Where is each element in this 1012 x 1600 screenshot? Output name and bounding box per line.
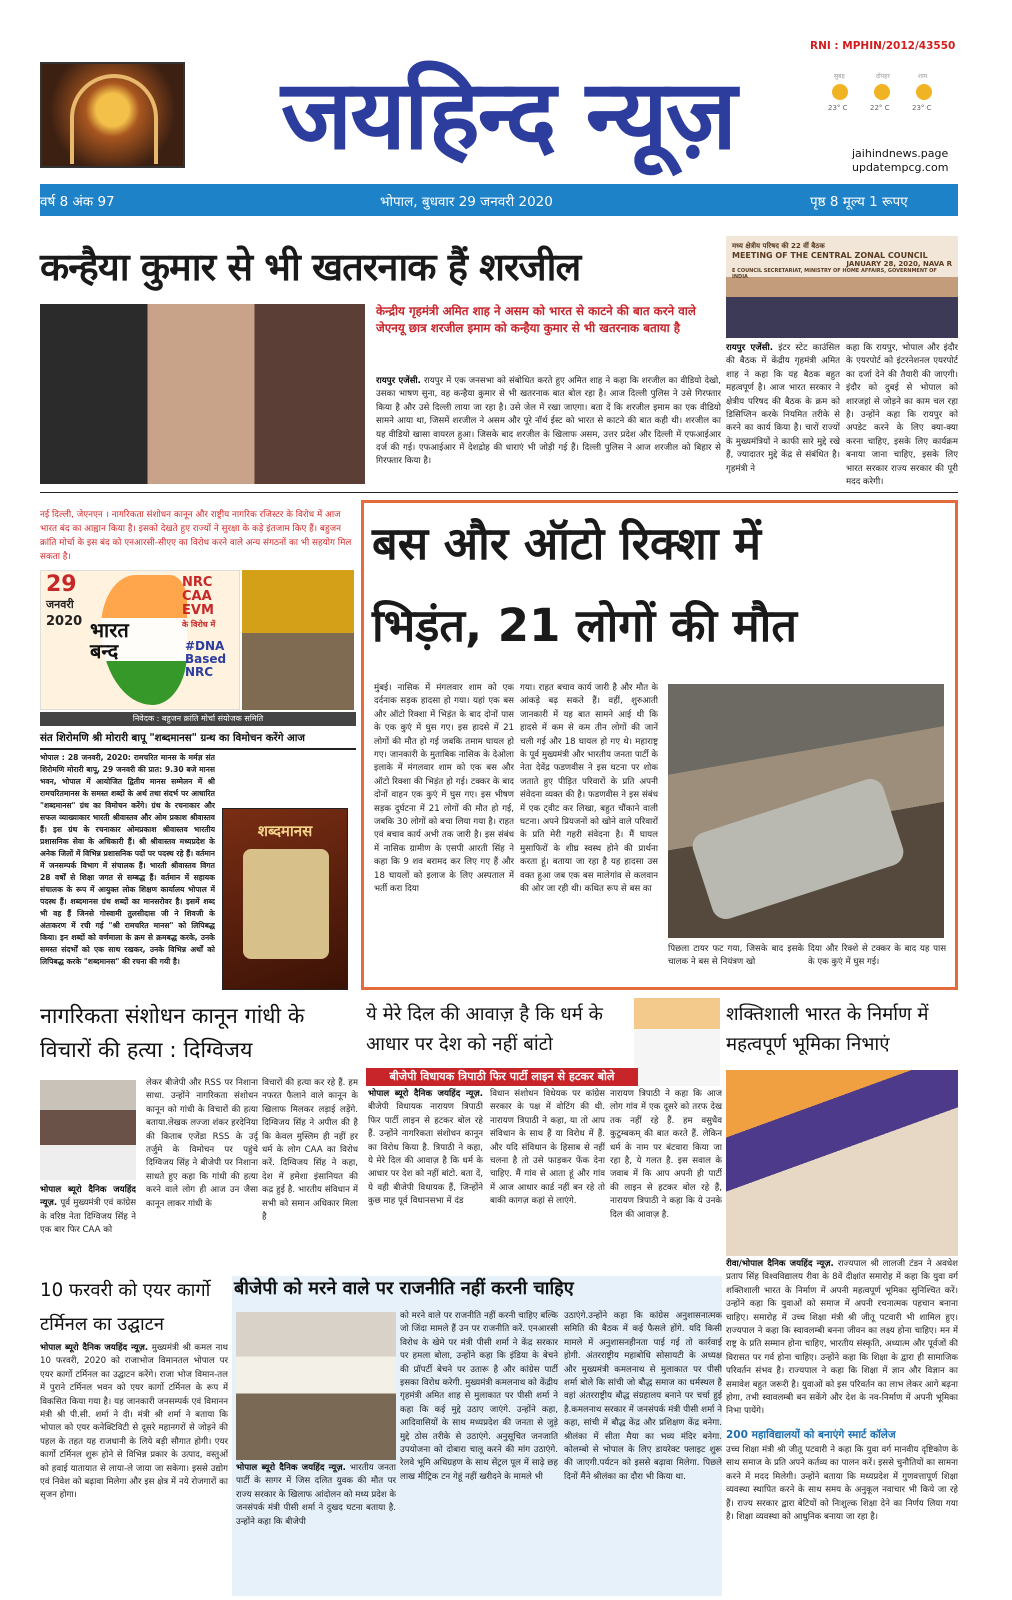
subhead-sharjeel: केन्द्रीय गृहमंत्री अमित शाह ने असम को भारत से काटने की बात करने वाले जेएनयू छात्र शरजील इमाम को कन्हैया कुमार से भी खतरनाक बताया है <box>376 304 696 335</box>
book-title: शब्दमानस <box>257 822 313 840</box>
article-body-zonal <box>726 342 840 490</box>
book-illustration <box>243 849 329 959</box>
article-text: इंटर स्टेट काउंसिल की बैठक में केंद्रीय गृहमंत्री अमित शाह ने कहा कि यह बैठक बहुत महत्वपूर्ण है। आज भारत सरकार ने क्षेत्रीय परिषद की बैठक के क्रम को डिसिप्लिन करके नियमित तरीके से करने का कार्य किया है। चारों राज्यों के मुख्यमंत्रियों ने काफी सारे मुद्दे रखे हैं, ज्यादातर मुद्दे केंद्र से संबंधित है। गृहमंत्री ने <box>726 343 840 474</box>
banner-line: मध्य क्षेत्रीय परिषद की 22 वीं बैठक <box>732 242 825 250</box>
article-dateline: रायपुर एजेंसी. <box>726 343 773 353</box>
article-text: मुख्यमंत्री श्री कमल नाथ 10 फरवरी, 2020 को राजाभोज विमानतल भोपाल पर एयर कार्गो टर्मिनल का उद्घाटन करेंगे। राजा भोज विमान-तल में पुराने टर्मिनल भवन को एयर कार्गो टर्मिनल के रूप में विकसित किया गया है। यह जानकारी जनसम्पर्क एवं विमानन मंत्री श्री पी.सी. शर्मा ने दी। मंत्री श्री शर्मा ने बताया कि भोपाल को एयर कनेक्टिविटी से दूसरे महानगरों से जोड़ने की पहल के तहत यह राजधानी के लिये बड़ी सौगात होगी। एयर कार्गो टर्मिनल शुरू होने से विभिन्न प्रकार के उत्पाद, वस्तुओं को हवाई यातायात से लाया-ले जाया जा सकेगा। इससे उद्योग एवं निवेश को बढ़ावा मिलेगा और इस क्षेत्र में नये रोजगारों का सृजन होगा। <box>40 1343 228 1501</box>
article-dateline: भोपाल ब्यूरो दैनिक जयहिंद न्यूज़. <box>40 1185 136 1209</box>
article-text: राज्यपाल श्री लालजी टंडन ने अवधेश प्रताप सिंह विश्वविद्यालय रीवा के 8वें दीक्षांत समारोह में कहा कि युवा वर्ग शक्तिशाली भारत के निर्माण में अपनी महत्वपूर्ण भूमिका सुनिश्चित करें। उन्होंने कहा कि युवाओं को समाज में अपनी रचनात्मक पहचान बनाना चाहिए। समारोह में उच्च शिक्षा मंत्री श्री जीतू पटवारी भी शामिल हुए। राज्यपाल ने कहा कि स्वावलम्बी बनना जीवन का लक्ष्य होना चाहिए। मन में राष्ट्र के प्रति सम्मान होना चाहिए, भारतीय संस्कृति, अध्यात्म और पूर्वजों की विरासत पर गर्व होना चाहिए। उन्होंने कहा कि शिक्षा के द्वारा ही सामाजिक परिवर्तन संभव है। राज्यपाल ने कहा कि शिक्षा में ज्ञान और विज्ञान का समावेश बहुत जरूरी है। युवाओं को इस परिवर्तन का लाभ लेकर आगे बढ़ना होगा, तभी स्वावलम्बी बन सकेंगे और देश के नव-निर्माण में अपनी भूमिका निभा पायेंगे। <box>726 1259 958 1417</box>
sun-icon <box>832 84 848 100</box>
headline-bjp: बीजेपी को मरने वाले पर राजनीति नहीं करनी चाहिए <box>234 1278 574 1299</box>
rni-number: RNI : MPHIN/2012/43550 <box>810 40 956 52</box>
article-body-accident: गया। राहत बचाव कार्य जारी है और मौत के आंकड़े बढ़ सकते हैं। वहीं, शुरुआती जानकारी में यह बात सामने आई थी कि हादसे में कम से कम तीन लोगों की जानें चली गई और 18 घायल हो गए थे। महाराष्ट्र के पूर्व मुख्यमंत्री और भारतीय जनता पार्टी के नेता देवेंद्र फडणवीस ने इस घटना पर शोक जताते हुए पीड़ित परिवारों के प्रति अपनी संवेदना व्यक्त की है। फडणवीस ने इस संबंध में एक ट्वीट कर लिखा, बहुत चौंकाने वाली घटना। अपने प्रियजनों को खोने वाले परिवारों के प्रति मेरी गहरी संवेदना है। मैं घायल मुसाफिरों के शीघ्र स्वस्थ होने की प्रार्थना करता हूं। बताया जा रहा है यह हादसा उस वक्त हुआ जब एक बस मालेगांव से कलवान की ओर जा रही थी। कथित रूप से बस का <box>520 683 658 895</box>
poster-issue: के विरोध में <box>182 620 216 629</box>
sun-icon <box>916 84 932 100</box>
poster-title-line: भारत <box>90 618 129 642</box>
poster-issues <box>182 576 215 632</box>
zonal-council-banner <box>732 242 952 280</box>
website-link[interactable]: updatempcg.com <box>852 161 949 174</box>
article-body-shabdmanas: भोपाल : 28 जनवरी, 2020: रामचरित मानस के मर्मज्ञ संत शिरोमणि मोरारी बापू, 29 जनवरी की प्रात: 9.30 बजे मानस भवन, भोपाल में आयोजित द्वितीय मानस सम्मेलन में श्री रामचरितमानस के समस्त शब्दों के अर्थ तथा संदर्भ पर आधारित "शब्दमानस" ग्रंथ का विमोचन करेंगे। ग्रंथ के रचनाकार और सफल व्याख्याकार भारती श्रीवास्तव और ओम प्रकाश श्रीवास्तव हैं। इस ग्रंथ के रचनाकार ओमप्रकाश श्रीवास्तव भारतीय प्रशासनिक सेवा के अधिकारी हैं। श्री श्रीवास्तव मध्यप्रदेश के अनेक जिलों में विभिन्न प्रशासनिक पदों पर पदस्थ रहे हैं। वर्तमान में जनसम्पर्क विभाग में संचालक हैं। भारती श्रीवास्तव विगत 28 वर्षों से शिक्षा जगत से सम्बद्ध हैं। वर्तमान में सहायक संचालक के रूप में आयुक्त लोक शिक्षण कार्यालय भोपाल में पदस्थ हैं। शब्दमानस ग्रंथ शब्दों का मानसरोवर है। इसमें शब्द भी वह हैं जिनसे गोस्वामी तुलसीदास जी ने शिवजी के अंतःकरण में रची गई "श्री रामचरित मानस" को लिपिबद्ध किया। इन शब्दों को वर्णमाला के क्रम से क्रमबद्ध करके, उनके समस्त संदर्भों को एक साथ रखकर, उनके विभिन्न अर्थों को लिपिबद्ध करके "शब्दमानस" की रचना की गयी है। <box>40 753 215 966</box>
temple-photo <box>40 62 185 168</box>
section-divider <box>40 748 356 750</box>
section-divider <box>40 492 958 493</box>
banner-line: MEETING OF THE CENTRAL ZONAL COUNCIL <box>732 251 928 260</box>
dateline-bar <box>40 184 958 216</box>
article-bharat-bandh: नई दिल्ली, जेएनएन । नागरिकता संशोधन कानून और राष्ट्रीय नागरिक रजिस्टर के विरोध में आज भारत बंद का आह्वान किया है। इसको देखते हुए राज्यों ने सुरक्षा के कड़े इंतजाम किए हैं। बहुजन क्रांति मोर्चा के इस बंद को एनआरसी-सीएए का विरोध करने वाले अन्य संगठनों का भी सहयोग मिल सकता है। <box>40 510 352 562</box>
sun-icon <box>874 84 890 100</box>
leaders-photo <box>40 304 365 484</box>
article-body-digvijay: लेकर बीजेपी और RSS पर निशाना साधा. उन्होंने नागरिकता संशोधन कानून को गांधी के विचारों की हत्या बताया.लेखक लज्जा शंकर हरदेनिया की किताब एजेंडा RSS के उर्दू तर्जुमे के विमोचन पर पहुंचे दिग्विजय सिंह ने बीजेपी पर निशाना साधते हुए कहा कि गांधी की हत्या करने वाले लोग ही आज उन जैसा कानून लाकर गांधी के <box>146 1078 258 1209</box>
article-body-air-cargo <box>40 1342 228 1596</box>
article-text: बीजेपी विधायक नारायण त्रिपाठी फिर पार्टी लाइन से हटकर बोल रहे हैं. उन्होंने नागरिकता संशोधन कानून का विरोध किया है. त्रिपाठी ने कहा, ये मेरे दिल की आवाज़ है कि धर्म के आधार पर देश को नहीं बांटो. बता दें, ये वही बीजेपी विधायक हैं, जिन्होंने कुछ माह पूर्व विधानसभा में दंड <box>368 1102 483 1207</box>
article-body-bjp <box>236 1462 396 1594</box>
poster-dna-line: #DNA <box>185 639 225 653</box>
poster-title-line: बन्द <box>90 639 119 663</box>
article-dateline: भोपाल ब्यूरो दैनिक जयहिंद न्यूज़. <box>368 1089 483 1099</box>
headline-shabdmanas: संत शिरोमणि श्री मोरारी बापू "शब्दमानस" ग्रन्थ का विमोचन करेंगे आज <box>40 733 305 744</box>
headline-sharjeel: कन्हैया कुमार से भी खतरनाक हैं शरजील <box>40 245 581 289</box>
tripathi-photo <box>634 998 720 1086</box>
weather-temp-morning: 23° C <box>828 104 848 112</box>
article-dateline: भोपाल ब्यूरो दैनिक जयहिंद न्यूज़. <box>40 1343 149 1353</box>
headline-tag: बीजेपी विधायक त्रिपाठी फिर पार्टी लाइन से हटकर बोले <box>366 1068 638 1086</box>
page-price: पृष्ठ 8 मूल्य 1 रूपए <box>810 194 908 210</box>
article-body-zonal: कहा कि रायपुर, भोपाल और इंदौर के एयरपोर्ट को इंटरनेशनल एयरपोर्ट का दर्जा देने की तैयारी की जाएगी। इंदौर को दुबई से भोपाल को शारजहां से जोड़ने का काम चल रहा है। उन्होंने कहा कि रायपुर को अपडेट करने के लिए क्या-क्या करना चाहिए, इसके लिए कार्यक्रम बनाया जाना चाहिए, इसके लिए भारत सरकार राज्य सरकार की पूरी मदद करेगी। <box>846 343 958 488</box>
weather-temp-evening: 23° C <box>912 104 932 112</box>
headline-accident: भिड़ंत, 21 लोगों की मौत <box>372 599 797 652</box>
article-dateline: भोपाल ब्यूरो दैनिक जयहिंद न्यूज़. <box>236 1463 346 1473</box>
weather-widget <box>820 70 950 118</box>
headline-tripathi: ये मेरे दिल की आवाज़ है कि धर्म के आधार पर देश को नहीं बांटो <box>366 1004 603 1055</box>
article-body-smart-college: उच्च शिक्षा मंत्री श्री जीतू पटवारी ने कहा कि युवा वर्ग मानवीय दृष्टिकोण के साथ समाज के प्रति अपने कर्तव्य का पालन करें। इससे चुनौतियों का सामना करने में मदद मिलेगी। उन्होंने बताया कि मध्यप्रदेश में गुणवत्तापूर्ण शिक्षा व्यवस्था स्थापित करने के साथ समय के अनुकूल नवाचार भी किये जा रहे हैं। राज्य सरकार द्वारा बेटियों को निःशुल्क शिक्षा देने का निर्णय लिया गया है। शिक्षा व्यवस्था को आधुनिक बनाया जा रहा है। <box>726 1445 958 1523</box>
issue-number: वर्ष 8 अंक 97 <box>40 194 115 210</box>
photo-caption: दिया और रिक्शे से टक्कर के बाद यह पास के एक कुएं में घुस गई। <box>808 944 946 968</box>
bandh-street-photo <box>242 570 354 710</box>
book-cover <box>222 808 348 990</box>
poster-date <box>46 574 82 630</box>
poster-issue: CAA <box>182 589 212 604</box>
article-text: पूर्व मुख्यमंत्री एवं कांग्रेस के वरिष्ठ नेता दिग्विजय सिंह ने एक बार फिर CAA को <box>40 1198 136 1236</box>
poster-date-year: 2020 <box>46 614 83 629</box>
article-body-bjp: को मरने वाले पर राजनीति नहीं करनी चाहिए बल्कि जो जिंदा मामले हैं उन पर राजनीति करें. एनआरसी विरोध के खेमे पर मंत्री पीसी शर्मा ने केंद्र सरकार पर हमला बोला, उन्होंने कहा कि इंडिया के बेचने की प्रॉपर्टी बेचने पर उतारू है और कांग्रेस पार्टी इसका विरोध करेगी. मुख्यमंत्री कमलनाथ को केंद्रीय गृहमंत्री अमित शाह से मुलाकात पर पीसी शर्मा ने कहा कि कई मुद्दे उठाए जाएंगे. उन्होंने कहा, आदिवासियों के साथ मध्यप्रदेश की जनता से जुड़े मुद्दे ठोस तरीके से उठाएंगे. अनुसूचित जनजाति उपयोजना को दोबारा चालू करने की मांग उठाएंगे. रेलवे भूमि अधिग्रहण के साथ सेंट्रल पूल में साढ़े छह लाख मीट्रिक टन गेहूं नहीं खरीदने के मामले भी <box>400 1311 558 1482</box>
poster-issue: NRC <box>182 575 213 590</box>
weather-temp-noon: 22° C <box>870 104 890 112</box>
headline-digvijay: नागरिकता संशोधन कानून गांधी के विचारों की हत्या : दिग्विजय <box>40 1004 305 1063</box>
article-body-digvijay <box>40 1184 136 1270</box>
article-body-tripathi: विधान संशोधन विधेयक पर कांग्रेस सरकार के पक्ष में वोटिंग की थी. नारायण त्रिपाठी ने कहा, या तो आप संविधान के साथ हैं या विरोध में हैं. और यदि संविधान के हिसाब से नहीं चलना है तो उसे फाड़कर फेंक देना चाहिए. मैं गांव से आता हूं और गांव में आज आधार कार्ड नहीं बन रहे तो बाकी कागज़ कहां से लाएंगे. <box>490 1089 605 1207</box>
article-dateline: रीवा/भोपाल दैनिक जयहिंद न्यूज़. <box>726 1259 834 1269</box>
banner-line: JANUARY 28, 2020, NAVA R <box>846 260 952 268</box>
article-text: रायपुर में एक जनसभा को संबोधित करते हुए अमित शाह ने कहा कि शरजील का वीडियो देखो, उसका भाषण सुना, वह कन्हैया कुमार से भी खतरनाक बात बोल रहा है। आज दिल्ली पुलिस ने उसे गिरफ्तार किया है और उसे दिल्ली लाया जा रहा है। उसे जेल में रखा जाएगा। बता दें कि शरजील इमाम का एक वीडियो सामने आया था, जिसमें शरजील ने असम और पूरे नॉर्थ ईस्ट को भारत से काटने की बात कही थी। शरजील का यह वीडियो खासा वायरल हुआ। जिसके बाद शरजील के खिलाफ असम, उत्तर प्रदेश और दिल्ली में एफआईआर दर्ज की गई। एफआईआर में देशद्रोह की धाराएं भी जोड़ी गई हैं। दिल्ली पुलिस ने आज शरजील को बिहार से गिरफ्तार किया है। <box>376 376 721 467</box>
photo-caption: पिछला टायर फट गया, जिसके बाद इसके चालक ने बस से नियंत्रण खो <box>668 944 804 968</box>
weather-label-evening: शाम <box>918 73 928 80</box>
poster-date-month: जनवरी <box>46 598 74 611</box>
poster-dna-line: Based <box>185 652 227 666</box>
pc-sharma-photo <box>236 1312 396 1460</box>
headline-air-cargo: 10 फरवरी को एयर कार्गो टर्मिनल का उद्घाटन <box>40 1280 211 1335</box>
website-link[interactable]: jaihindnews.page <box>852 147 949 160</box>
article-dateline: रायपुर एजेंसी. <box>376 376 421 386</box>
digvijay-photo <box>40 1080 136 1180</box>
poster-title <box>90 620 129 662</box>
poster-dna <box>185 640 226 679</box>
subhead-smart-college: 200 महाविद्यालयों को बनाएंगे स्मार्ट कॉलेज <box>726 1429 896 1441</box>
article-body-sharjeel <box>376 375 721 487</box>
weather-label-noon: दोपहर <box>876 73 890 80</box>
accident-photo <box>668 684 944 938</box>
article-body-bjp: उठाएंगे.उन्होंने कहा कि कांग्रेस अनुशासनात्मक समिति की बैठक में कई फैसले होंगे. यदि किसी मामले में अनुशासनहीनता पाई गई तो कार्रवाई होगी. अंतरराष्ट्रीय महाबोधि सोसायटी के अध्यक्ष और मुख्यमंत्री कमलनाथ से मुलाकात पर पीसी शर्मा बोले कि सांची जो बौद्ध समाज का धर्मस्थल है वहां अंतरराष्ट्रीय बौद्ध संग्रहालय बनाने पर चर्चा हुई है.कमलनाथ सरकार में जनसंपर्क मंत्री पीसी शर्मा ने कहा, सांची में बौद्ध केंद्र और प्रशिक्षण केंद्र बनेगा. श्रीलंका में सीता मैया का भव्य मंदिर बनेगा. कोलम्बो से भोपाल के लिए डायरेक्ट फ्लाइट शुरू की जाएगी.पर्यटन को इससे बढ़ावा मिलेगा. पिछले दिनों मैंने श्रीलंका का दौरा भी किया था. <box>564 1311 722 1482</box>
edition-date: भोपाल, बुधवार 29 जनवरी 2020 <box>380 194 553 210</box>
article-body-tripathi: नारायण त्रिपाठी ने कहा कि आज लोग गांव में एक दूसरे को तरफ देख तक नहीं रहे हैं. हम वसुधैव कुटुम्बकम् की बात करते हैं. लेकिन धर्म के नाम पर बंटवारा किया जा रहा है, ये गलत है. इस सवाल के जवाब में कि आप अपनी ही पार्टी की लाइन से हटकर बोल रहे हैं, नारायण त्रिपाठी ने कहा कि ये उनके दिल की आवाज़ है. <box>610 1089 722 1220</box>
banner-line: E COUNCIL SECRETARIAT, MINISTRY OF HOME AFFAIRS, GOVERNMENT OF INDIA <box>732 268 937 280</box>
poster-dna-line: NRC <box>185 665 214 679</box>
poster-date-day: 29 <box>46 572 77 597</box>
article-text: भारतीय जनता पार्टी के सागर में जिस दलित युवक की मौत पर राज्य सरकार के खिलाफ आंदोलन को मध्य प्रदेश के जनसंपर्क मंत्री पीसी शर्मा ने दुखद घटना बताया है. उन्होंने कहा कि बीजेपी <box>236 1463 396 1527</box>
article-body-accident: मुंबई। नासिक में मंगलवार शाम को एक दर्दनाक सड़क हादसा हो गया। यहां एक बस और ऑटो रिक्शा में भिड़ंत के बाद दोनों पास के एक कुएं में घुस गए। इस हादसे में 21 लोगों की मौत हो गई जबकि तमाम घायल हो गए। जानकारी के मुताबिक नासिक के देओला इलाके में मंगलवार शाम को एक बस और ऑटो रिक्शा की भिड़ंत हो गई। टक्कर के बाद दोनों वाहन एक कुएं में घुस गए। इस भीषण सड़क दुर्घटना में 21 लोगों की मौत हो गई, जबकि 30 लोगों को बचा लिया गया है। राहत एवं बचाव कार्य अभी तक जारी है। इस संबंध में नासिक ग्रामीण के एसपी आरती सिंह ने कहा कि 9 शव बरामद कर लिए गए हैं और 18 घायलों को इलाज के लिए अस्पताल में भर्ती करा दिया <box>374 683 514 895</box>
article-body-digvijay: विचारों की हत्या कर रहे हैं. हम नफरत फैलाने वाले कानून के खिलाफ मिलकर लड़ाई लड़ेंगे. दिग्विजय सिंह ने अपील की है कि केवल मुस्लिम ही नहीं हर धर्म के लोग CAA का विरोध करें. दिग्विजय सिंह ने कहा, देश में हमेशा इंसानियत की कद्र हुई है. भारतीय संविधान में सभी को समान अधिकार मिला है <box>262 1078 358 1223</box>
convocation-photo <box>726 1070 958 1256</box>
headline-accident: बस और ऑटो रिक्शा में <box>372 517 762 570</box>
headline-shakti: शक्तिशाली भारत के निर्माण में महत्वपूर्ण भूमिका निभाएं <box>726 1004 929 1055</box>
newspaper-name: जयहिन्द न्यूज़ <box>280 59 736 171</box>
article-body-shakti <box>726 1258 958 1424</box>
weather-label-morning: सुबह <box>834 73 845 80</box>
poster-issue: EVM <box>182 603 214 618</box>
poster-caption: निवेदक : बहुजन क्रांति मोर्चा संयोजक समिति <box>40 712 356 726</box>
article-body-tripathi <box>368 1088 483 1268</box>
